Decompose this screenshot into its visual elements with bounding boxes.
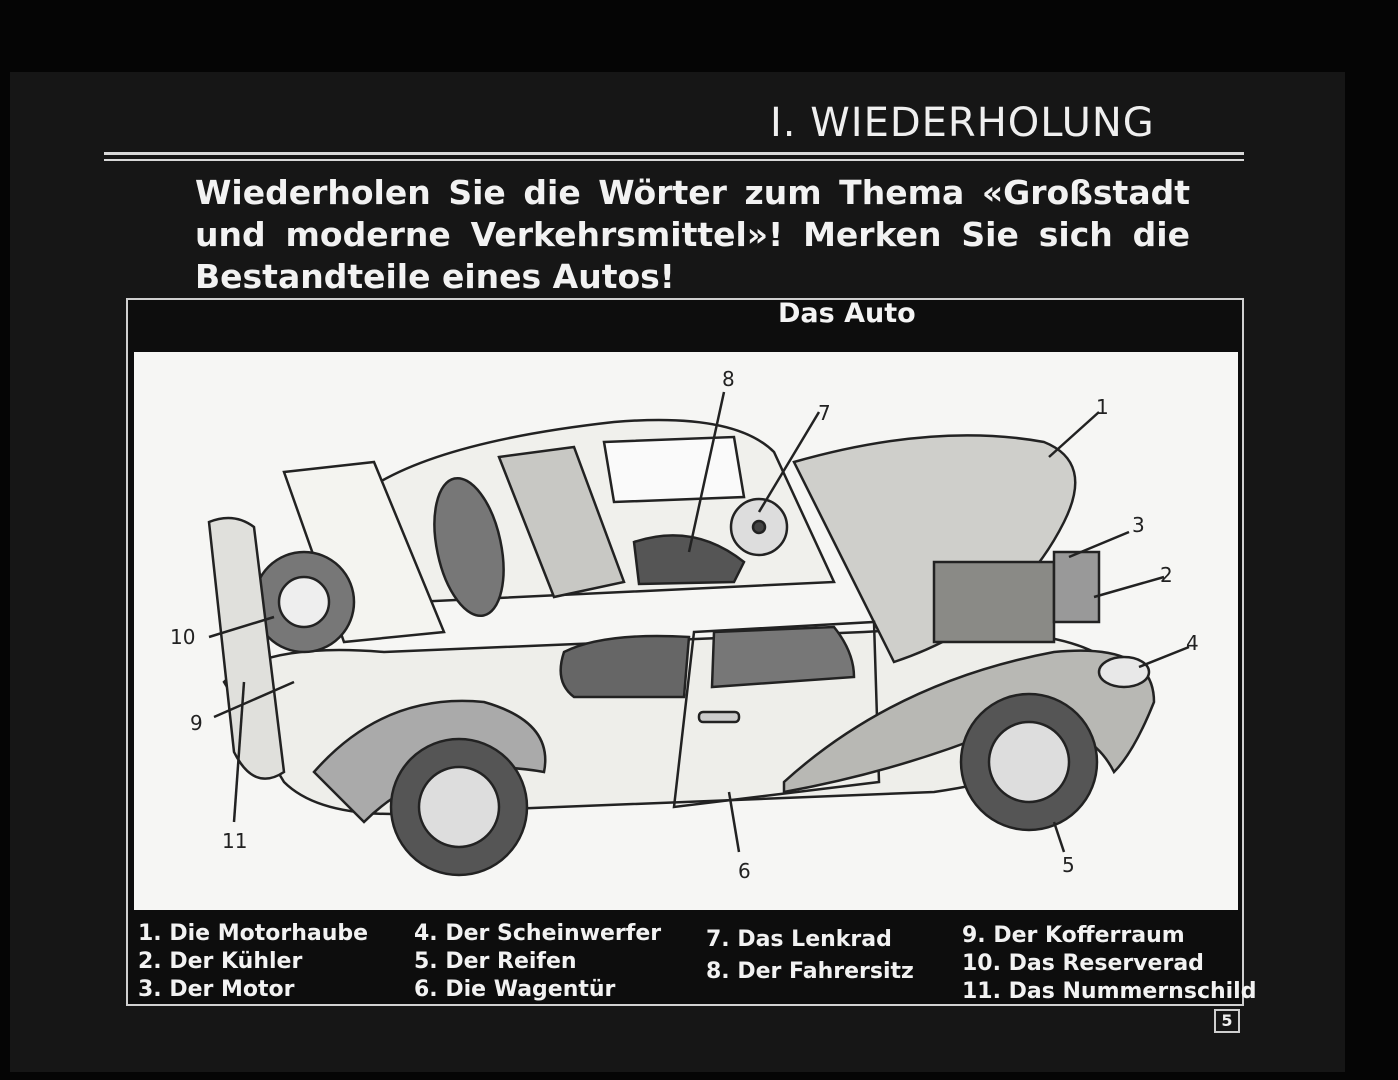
legend-item: 11. Das Nummernschild: [962, 979, 1257, 1004]
callout-10: 10: [170, 625, 196, 649]
rear-bumper: [209, 518, 284, 779]
headlight: [1099, 657, 1149, 687]
legend-column-4: [962, 922, 1256, 1006]
callout-1: 1: [1096, 395, 1109, 419]
legend-item: 3. Der Motor: [138, 977, 295, 1002]
page-title: I. WIEDERHOLUNG: [770, 100, 1155, 146]
legend-column-3: [706, 924, 914, 988]
legend-item: 9. Der Kofferraum: [962, 923, 1185, 948]
legend-item: 2. Der Kühler: [138, 949, 303, 974]
radiator: [1054, 552, 1099, 622]
callout-5: 5: [1062, 853, 1075, 877]
callout-9: 9: [190, 711, 203, 735]
legend-item: 5. Der Reifen: [414, 949, 577, 974]
legend-item: 8. Der Fahrersitz: [706, 959, 914, 984]
legend-item: 1. Die Motorhaube: [138, 921, 369, 946]
callout-2: 2: [1160, 563, 1173, 587]
title-rule-top: [104, 152, 1244, 155]
instruction-text: Wiederholen Sie die Wörter zum Thema «Großstadt und moderne Verkehrsmittel»! Merken Sie sich die Bestandteile eines Autos!: [195, 173, 1190, 296]
callout-8: 8: [722, 367, 735, 391]
side-window-rear: [561, 636, 689, 697]
legend-item: 10. Das Reserverad: [962, 951, 1204, 976]
legend-item: 4. Der Scheinwerfer: [414, 921, 662, 946]
callout-6: 6: [738, 859, 751, 883]
callout-3: 3: [1132, 513, 1145, 537]
windshield: [604, 437, 744, 502]
legend-column-1: [138, 920, 368, 1004]
engine: [934, 562, 1054, 642]
callout-4: 4: [1186, 631, 1199, 655]
title-rule-bottom: [104, 159, 1244, 161]
figure-title: Das Auto: [778, 298, 916, 329]
callout-11: 11: [222, 829, 248, 853]
side-window-front: [712, 627, 854, 687]
car-illustration: [134, 352, 1238, 910]
page-number: 5: [1214, 1009, 1240, 1033]
legend-column-2: [414, 920, 661, 1004]
legend-item: 7. Das Lenkrad: [706, 927, 892, 952]
callout-7: 7: [818, 401, 831, 425]
legend-item: 6. Die Wagentür: [414, 977, 616, 1002]
door-handle: [699, 712, 739, 722]
